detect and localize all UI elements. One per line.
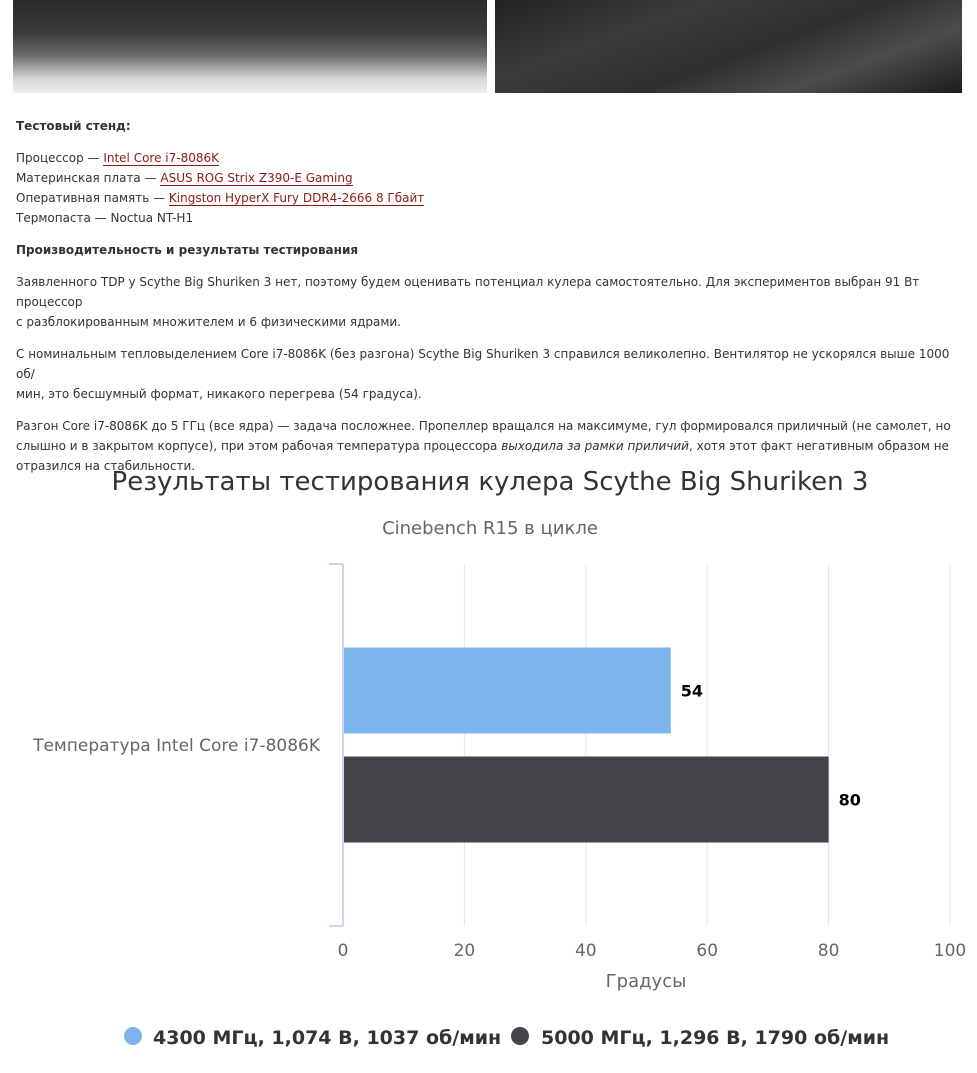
spec-list bbox=[16, 148, 961, 228]
paragraph-tdp: Заявленного TDP у Scythe Big Shuriken 3 нет, поэтому будем оценивать потенциал кулера самостоятельно. Для экспериментов выбран 91 Вт процессор с разблокированным множителем и 6 физическими ядрами. bbox=[16, 275, 920, 329]
cpu-link[interactable]: Intel Core i7-8086K bbox=[103, 151, 220, 165]
chart-title: Результаты тестирования кулера Scythe Big Shuriken 3 bbox=[111, 467, 869, 497]
spec-memory: Оперативная память — Kingston HyperX Fury DDR4-2666 8 Гбайт bbox=[16, 191, 425, 205]
legend-marker-5000[interactable] bbox=[511, 1027, 529, 1045]
photo-strip bbox=[0, 0, 977, 93]
motherboard-link[interactable]: ASUS ROG Strix Z390-E Gaming bbox=[160, 171, 353, 185]
motherboard-photo-left bbox=[13, 0, 487, 93]
bar-series-1[interactable] bbox=[344, 648, 671, 734]
data-label-series-1: 54 bbox=[680, 681, 704, 701]
legend-label-5000[interactable]: 5000 МГц, 1,296 В, 1790 об/мин bbox=[541, 1027, 890, 1049]
perf-heading: Производительность и результаты тестирования bbox=[16, 243, 359, 257]
bar-series-2[interactable] bbox=[344, 757, 829, 843]
x-tick-0: 0 bbox=[337, 941, 349, 961]
x-axis-title: Градусы bbox=[605, 971, 687, 992]
legend-label-4300[interactable]: 4300 МГц, 1,074 В, 1037 об/мин bbox=[153, 1027, 502, 1049]
spec-cpu: Процессор — Intel Core i7-8086K bbox=[16, 151, 220, 165]
cooler-results-chart bbox=[0, 450, 977, 1073]
data-label-series-2: 80 bbox=[838, 790, 861, 810]
legend-marker-4300[interactable] bbox=[124, 1027, 142, 1045]
paragraph-overclock: Разгон Core i7-8086K до 5 ГГц (все ядра) — задача посложнее. Пропеллер вращался на максимуме, гул формировался приличный (не самолет, но слышно и в закрытом корпусе), при этом рабочая температура процессора выходила за рамки приличий, хотя этот факт негативным образом не отразился на стабильности. bbox=[16, 419, 951, 473]
category-label: Температура Intel Core i7-8086K bbox=[33, 736, 320, 756]
article-body bbox=[16, 116, 961, 488]
x-tick-40: 40 bbox=[574, 941, 597, 961]
spec-thermal-paste: Термопаста — Noctua NT-H1 bbox=[16, 211, 194, 225]
memory-link[interactable]: Kingston HyperX Fury DDR4-2666 8 Гбайт bbox=[168, 191, 425, 205]
stand-heading: Тестовый стенд: bbox=[16, 119, 131, 133]
spec-motherboard: Материнская плата — ASUS ROG Strix Z390-E Gaming bbox=[16, 171, 353, 185]
x-tick-20: 20 bbox=[453, 941, 476, 961]
paragraph-nominal: С номинальным тепловыделением Core i7-8086K (без разгона) Scythe Big Shuriken 3 справился великолепно. Вентилятор не ускорялся выше 1000 об/ мин, это бесшумный формат, никакого перегрева (54 градуса). bbox=[16, 347, 950, 401]
grid-lines bbox=[464, 564, 950, 926]
x-tick-60: 60 bbox=[696, 941, 719, 961]
chart-subtitle: Cinebench R15 в цикле bbox=[382, 518, 598, 539]
motherboard-photo-right bbox=[495, 0, 962, 93]
x-tick-100: 100 bbox=[933, 941, 967, 961]
x-tick-80: 80 bbox=[817, 941, 840, 961]
legend bbox=[124, 1027, 889, 1049]
